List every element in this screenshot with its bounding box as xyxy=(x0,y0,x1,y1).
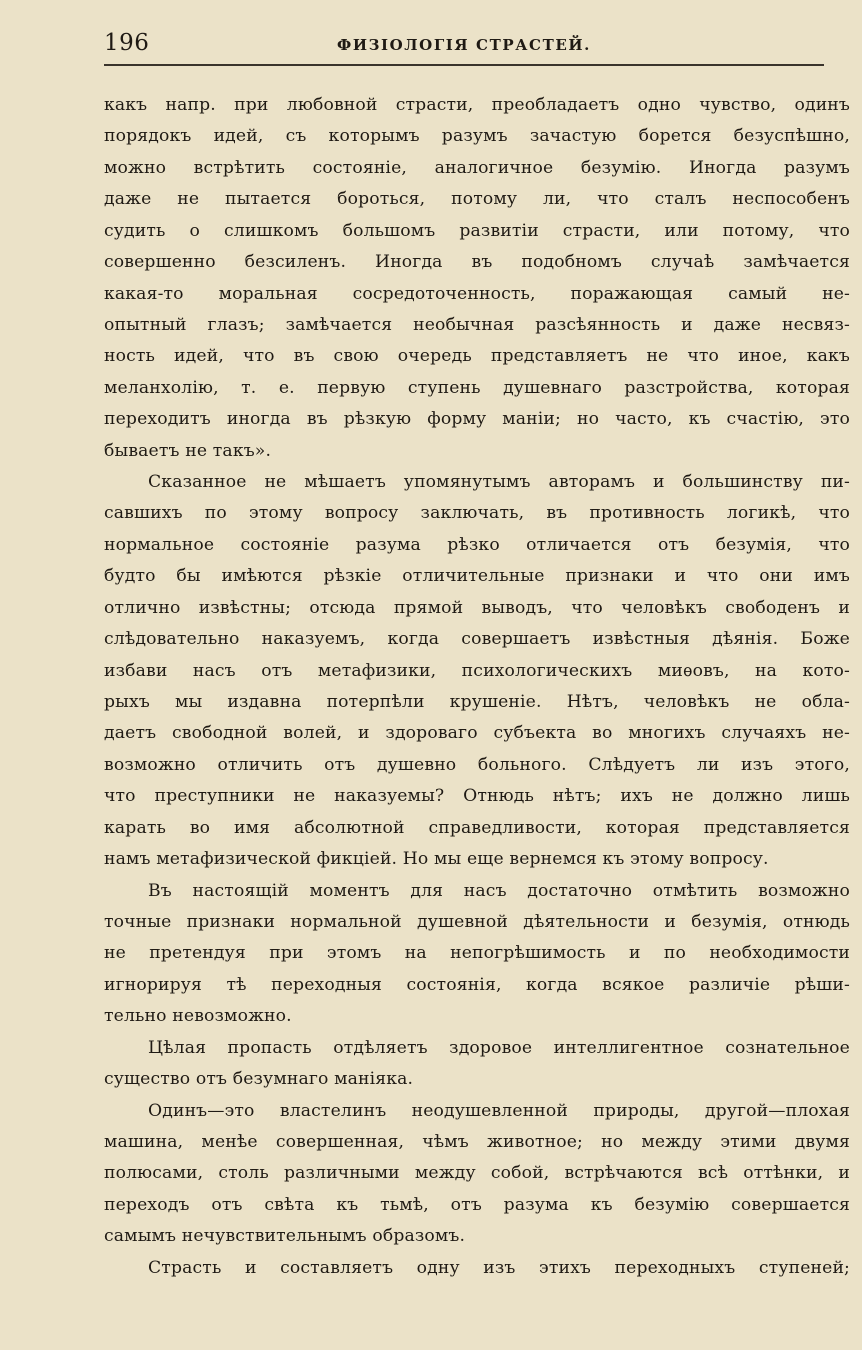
text-line: бываетъ не такъ». xyxy=(104,440,272,461)
text-line: нормальное состояніе разума рѣзко отличается отъ безумія, что xyxy=(104,534,850,555)
text-line: полюсами, столь различными между собой, встрѣчаются всѣ оттѣнки, и xyxy=(104,1163,850,1184)
text-line: порядокъ идей, съ которымъ разумъ зачастую борется безуспѣшно, xyxy=(104,126,850,147)
text-line: отлично извѣстны; отсюда прямой выводъ, что человѣкъ свободенъ и xyxy=(104,597,850,618)
text-line: Сказанное не мѣшаетъ упомянутымъ авторамъ и большинству пи- xyxy=(148,472,850,493)
text-line: Страсть и составляетъ одну изъ этихъ переходныхъ ступеней; xyxy=(148,1257,850,1278)
text-line: избави насъ отъ метафизики, психологическихъ миѳовъ, на кото- xyxy=(104,660,850,681)
text-line: тельно невозможно. xyxy=(104,1006,292,1027)
text-line: судить о слишкомъ большомъ развитіи страсти, или потому, что xyxy=(104,220,850,241)
text-line: точные признаки нормальной душевной дѣятельности и безумія, отнюдь xyxy=(104,911,850,932)
text-line: меланхолію, т. е. первую ступень душевнаго разстройства, которая xyxy=(104,377,850,398)
text-line: слѣдовательно наказуемъ, когда совершаетъ извѣстныя дѣянія. Боже xyxy=(104,629,850,650)
text-line: совершенно безсиленъ. Иногда въ подобномъ случаѣ замѣчается xyxy=(104,252,850,273)
text-line: опытный глазъ; замѣчается необычная разсѣянность и даже несвяз- xyxy=(104,314,850,335)
text-line: карать во имя абсолютной справедливости, которая представляется xyxy=(104,817,850,838)
text-line: самымъ нечувствительнымъ образомъ. xyxy=(104,1226,466,1247)
text-line: машина, менѣе совершенная, чѣмъ животное; но между этими двумя xyxy=(104,1131,850,1152)
text-line: савшихъ по этому вопросу заключать, въ противность логикѣ, что xyxy=(104,503,850,524)
text-line: намъ метафизической фикціей. Но мы еще вернемся къ этому вопросу. xyxy=(104,849,769,870)
text-line: какая-то моральная сосредоточенность, поражающая самый не- xyxy=(104,283,850,304)
text-line: что преступники не наказуемы? Отнюдь нѣтъ; ихъ не должно лишь xyxy=(104,786,850,807)
text-line: игнорируя тѣ переходныя состоянія, когда всякое различіе рѣши- xyxy=(104,974,850,995)
text-line: Цѣлая пропасть отдѣляетъ здоровое интеллигентное сознательное xyxy=(148,1037,850,1058)
text-line: переходъ отъ свѣта къ тьмѣ, отъ разума къ безумію совершается xyxy=(104,1194,850,1215)
text-line: будто бы имѣются рѣзкіе отличительные признаки и что они имъ xyxy=(104,566,850,587)
text-line: Одинъ—это властелинъ неодушевленной природы, другой—плохая xyxy=(148,1100,850,1121)
text-line: ность идей, что въ свою очередь представляетъ не что иное, какъ xyxy=(104,346,850,367)
body-text xyxy=(104,90,850,1284)
page-header xyxy=(104,28,824,66)
text-line: возможно отличить отъ душевно больного. Слѣдуетъ ли изъ этого, xyxy=(104,754,850,775)
text-line: даже не пытается бороться, потому ли, что сталъ неспособенъ xyxy=(104,189,850,210)
text-line: какъ напр. при любовной страсти, преобладаетъ одно чувство, одинъ xyxy=(104,95,850,115)
text-line: не претендуя при этомъ на непогрѣшимость и по необходимости xyxy=(104,943,850,964)
text-line: рыхъ мы издавна потерпѣли крушеніе. Нѣтъ, человѣкъ не обла- xyxy=(104,692,850,713)
text-line: можно встрѣтить состояніе, аналогичное безумію. Иногда разумъ xyxy=(104,157,850,178)
text-line: переходитъ иногда въ рѣзкую форму маніи; но часто, къ счастію, это xyxy=(104,409,850,430)
text-line: существо отъ безумнаго маніяка. xyxy=(104,1069,414,1090)
page-number: 196 xyxy=(104,30,150,56)
text-line: даетъ свободной волей, и здороваго субъекта во многихъ случаяхъ не- xyxy=(104,723,850,744)
text-line: Въ настоящій моментъ для насъ достаточно отмѣтить возможно xyxy=(148,880,850,901)
running-title: ФИЗІОЛОГІЯ СТРАСТЕЙ. xyxy=(337,36,591,54)
